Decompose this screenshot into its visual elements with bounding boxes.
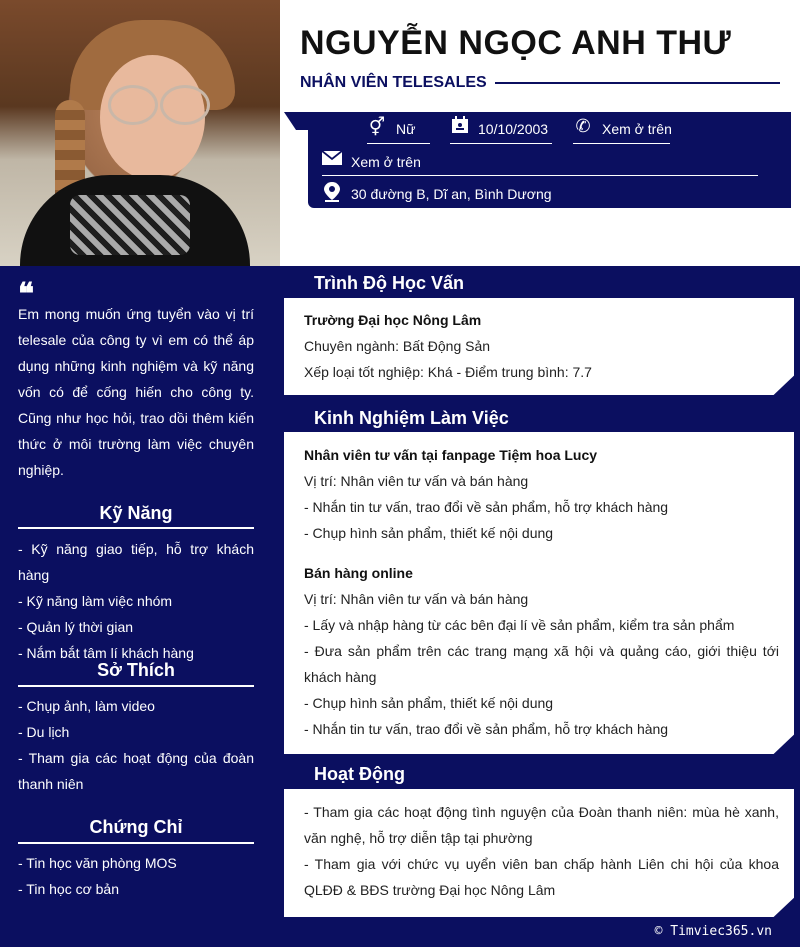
footer-credit: © Timviec365.vn [654, 924, 772, 939]
education-heading: Trình Độ Học Vấn [314, 273, 465, 293]
gender-underline [367, 143, 430, 144]
job-task: - Nhắn tin tư vấn, trao đổi về sản phẩm, hỗ trợ khách hàng [304, 721, 669, 737]
email-underline [322, 175, 758, 176]
phone-value: Xem ở trên [602, 121, 672, 137]
quote-icon: ❝ [18, 277, 35, 312]
birthday-value: 10/10/2003 [478, 121, 549, 137]
job-task: - Lấy và nhập hàng từ các bên đại lí về sản phẩm, kiểm tra sản phẩm [304, 617, 735, 633]
job-company: Nhân viên tư vấn tại fanpage Tiệm hoa Lucy [304, 447, 598, 463]
list-item: - Tham gia các hoạt động của đoàn thanh niên [18, 750, 254, 792]
experience-body [304, 442, 779, 742]
calendar-icon [450, 116, 470, 136]
skills-list [18, 536, 254, 666]
experience-heading: Kinh Nghiệm Làm Việc [314, 408, 509, 428]
certificates-divider [18, 842, 254, 844]
education-body [304, 307, 779, 385]
gender-icon: ⚥ [368, 117, 386, 137]
email-icon [322, 150, 342, 170]
activities-heading: Hoạt Động [314, 764, 405, 784]
list-item: - Tin học cơ bản [18, 881, 120, 897]
certificates-list [18, 850, 254, 902]
activity-item: - Tham gia các hoạt động tình nguyện của Đoàn thanh niên: mùa hè xanh, văn nghệ, hỗ trợ diễn tập tại phường [304, 804, 779, 846]
education-major: Chuyên ngành: Bất Động Sản [304, 338, 491, 354]
job-position: Vị trí: Nhân viên tư vấn và bán hàng [304, 473, 529, 489]
address-value: 30 đường B, Dĩ an, Bình Dương [351, 186, 552, 202]
school-name: Trường Đại học Nông Lâm [304, 312, 482, 328]
job-title: NHÂN VIÊN TELESALES [300, 74, 487, 91]
gender-value: Nữ [396, 121, 416, 137]
job-position: Vị trí: Nhân viên tư vấn và bán hàng [304, 591, 529, 607]
location-icon [322, 182, 342, 202]
education-grade: Xếp loại tốt nghiệp: Khá - Điểm trung bình: 7.7 [304, 364, 592, 380]
education-corner [284, 298, 302, 299]
email-value: Xem ở trên [351, 154, 421, 170]
photo-shirt-print [70, 195, 190, 255]
job-task: - Đưa sản phẩm trên các trang mạng xã hội và quảng cáo, giới thiệu tới khách hàng [304, 643, 779, 685]
phone-icon: ✆ [575, 116, 591, 136]
skills-heading: Kỹ Năng [99, 503, 173, 523]
hobbies-list [18, 693, 254, 797]
photo-glasses-left [108, 85, 158, 125]
list-item: - Nắm bắt tâm lí khách hàng [18, 645, 194, 661]
list-item: - Kỹ năng giao tiếp, hỗ trợ khách hàng [18, 541, 254, 583]
job-task: - Chụp hình sản phẩm, thiết kế nội dung [304, 525, 554, 541]
list-item: - Chụp ảnh, làm video [18, 698, 155, 714]
skills-divider [18, 527, 254, 529]
candidate-name: NGUYỄN NGỌC ANH THƯ [300, 24, 732, 62]
list-item: - Du lịch [18, 724, 70, 740]
activity-item: - Tham gia với chức vụ uyển viên ban chấp hành Liên chi hội của khoa QLĐĐ & BĐS trường Đại học Nông Lâm [304, 856, 779, 898]
phone-underline [573, 143, 670, 144]
job-company: Bán hàng online [304, 565, 413, 581]
list-item: - Quản lý thời gian [18, 619, 134, 635]
hobbies-heading: Sở Thích [97, 660, 175, 680]
list-item: - Kỹ năng làm việc nhóm [18, 593, 173, 609]
list-item: - Tin học văn phòng MOS [18, 855, 177, 871]
objective-text: Em mong muốn ứng tuyển vào vị trí telesale của công ty vì em có thể áp dụng những kinh nghiệm và kỹ năng vốn có để cống hiến cho công ty. Cũng như học hỏi, trao dồi thêm kiến thức ở môi trường làm việc chuyên nghiệp. [18, 306, 254, 478]
certificates-heading: Chứng Chỉ [89, 817, 183, 837]
photo-glasses-right [160, 85, 210, 125]
activities-body [304, 799, 779, 903]
title-divider [495, 82, 780, 84]
hobbies-divider [18, 685, 254, 687]
job-task: - Nhắn tin tư vấn, trao đổi về sản phẩm, hỗ trợ khách hàng [304, 499, 669, 515]
job-task: - Chụp hình sản phẩm, thiết kế nội dung [304, 695, 554, 711]
profile-photo [0, 0, 280, 266]
birthday-underline [450, 143, 552, 144]
